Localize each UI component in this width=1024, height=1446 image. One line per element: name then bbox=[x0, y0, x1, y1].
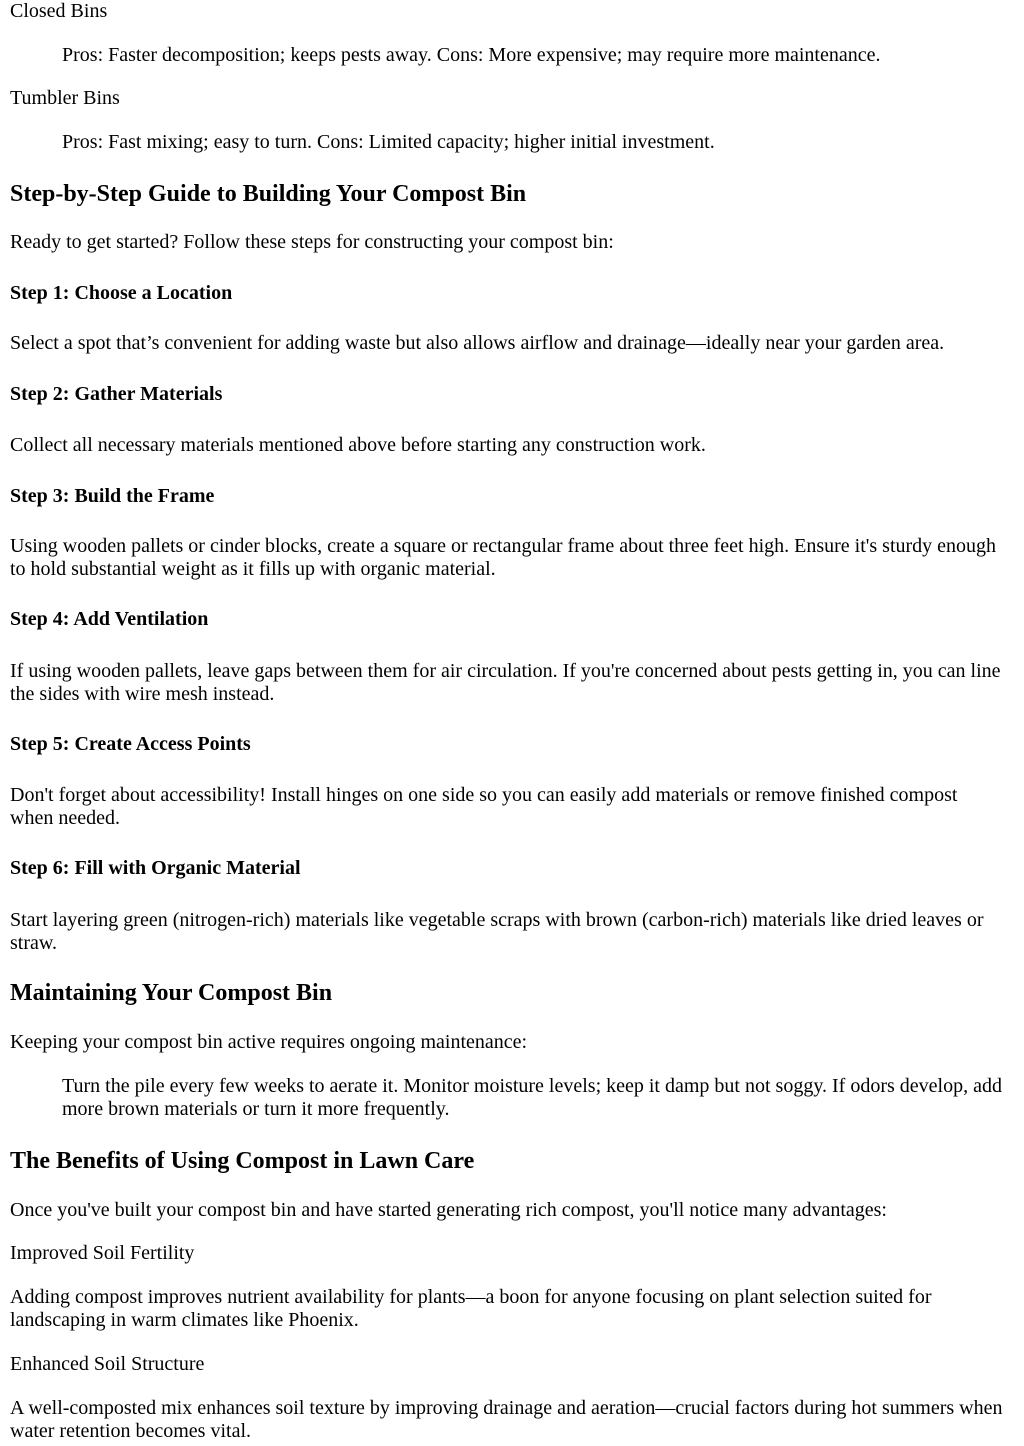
step-6-text: Start layering green (nitrogen-rich) materials like vegetable scraps with brown (carbon-rich) materials like dried leaves or straw. bbox=[10, 909, 984, 954]
step-3-title: Step 3: Build the Frame bbox=[10, 485, 215, 507]
step-4-text: If using wooden pallets, leave gaps between them for air circulation. If you're concerned about pests getting in, you can line the sides with wire mesh instead. bbox=[10, 660, 1001, 705]
maintaining-intro: Keeping your compost bin active requires ongoing maintenance: bbox=[10, 1031, 528, 1053]
maintaining-heading: Maintaining Your Compost Bin bbox=[10, 980, 333, 1006]
step-5-title: Step 5: Create Access Points bbox=[10, 733, 251, 755]
bin-type-closed-desc: Pros: Faster decomposition; keeps pests away. Cons: More expensive; may require more maintenance. bbox=[62, 44, 881, 66]
guide-intro: Ready to get started? Follow these steps for constructing your compost bin: bbox=[10, 231, 614, 253]
step-2-text: Collect all necessary materials mentioned above before starting any construction work. bbox=[10, 434, 706, 456]
benefit-1-text: Adding compost improves nutrient availability for plants—a boon for anyone focusing on plant selection suited for landscaping in warm climates like Phoenix. bbox=[10, 1286, 932, 1331]
step-1-title: Step 1: Choose a Location bbox=[10, 282, 233, 304]
benefit-2-text: A well-composted mix enhances soil texture by improving drainage and aeration—crucial factors during hot summers when water retention becomes vital. bbox=[10, 1397, 1003, 1442]
benefits-heading: The Benefits of Using Compost in Lawn Care bbox=[10, 1148, 475, 1174]
benefit-1-title: Improved Soil Fertility bbox=[10, 1242, 195, 1264]
bin-type-tumbler-title: Tumbler Bins bbox=[10, 87, 120, 109]
bin-type-tumbler-desc: Pros: Fast mixing; easy to turn. Cons: Limited capacity; higher initial investment. bbox=[62, 131, 715, 153]
step-1-text: Select a spot that’s convenient for adding waste but also allows airflow and drainage—ideally near your garden area. bbox=[10, 332, 945, 354]
step-6-title: Step 6: Fill with Organic Material bbox=[10, 857, 301, 879]
step-3-text: Using wooden pallets or cinder blocks, create a square or rectangular frame about three feet high. Ensure it's sturdy enough to hold substantial weight as it fills up with organic material. bbox=[10, 535, 997, 580]
step-5-text: Don't forget about accessibility! Install hinges on one side so you can easily add materials or remove finished compost when needed. bbox=[10, 784, 958, 829]
bin-type-closed-title: Closed Bins bbox=[10, 0, 108, 22]
step-2-title: Step 2: Gather Materials bbox=[10, 383, 223, 405]
maintaining-tips: Turn the pile every few weeks to aerate it. Monitor moisture levels; keep it damp but not soggy. If odors develop, add more brown materials or turn it more frequently. bbox=[62, 1075, 1002, 1120]
benefit-2-title: Enhanced Soil Structure bbox=[10, 1353, 205, 1375]
step-4-title: Step 4: Add Ventilation bbox=[10, 608, 209, 630]
guide-heading: Step-by-Step Guide to Building Your Compost Bin bbox=[10, 181, 527, 207]
benefits-intro: Once you've built your compost bin and have started generating rich compost, you'll notice many advantages: bbox=[10, 1199, 887, 1221]
